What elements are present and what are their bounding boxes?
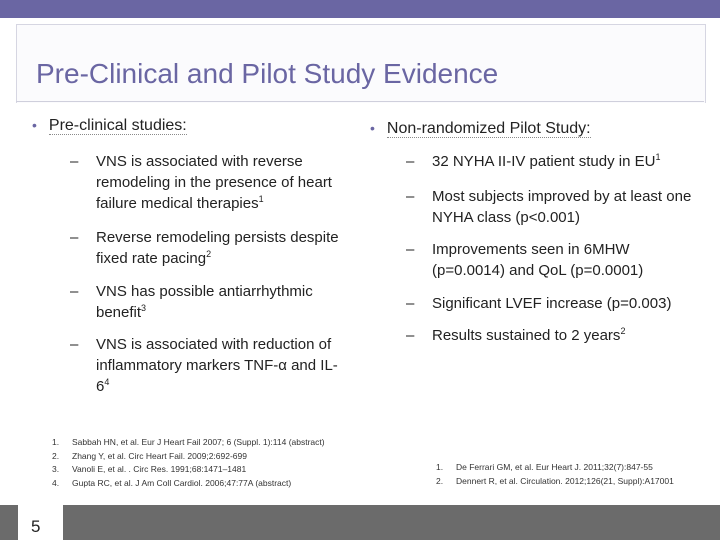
left-heading-text: Pre-clinical studies:	[48, 117, 187, 134]
right-heading-text: Non-randomized Pilot Study:	[386, 120, 591, 137]
left-item-text: Reverse remodeling persists despite fixed rate pacing	[96, 229, 339, 267]
title-divider	[16, 101, 704, 102]
right-heading	[370, 120, 591, 138]
right-item-2	[406, 186, 706, 228]
citation-marker: 1	[655, 152, 661, 162]
bullet-icon: •	[370, 120, 375, 136]
citation-marker: 2	[620, 326, 626, 336]
left-references	[52, 436, 325, 490]
left-item-1	[70, 151, 340, 214]
footer-band	[0, 505, 720, 540]
reference-item: 4. Gupta RC, et al. J Am Coll Cardiol. 2006;47:77A (abstract)	[52, 477, 292, 488]
left-item-text: VNS has possible antiarrhythmic benefit	[96, 283, 313, 321]
top-accent-band	[0, 0, 720, 18]
reference-item: 2. Zhang Y, et al. Circ Heart Fail. 2009;2:692-699	[52, 450, 247, 461]
right-item-4	[406, 293, 706, 314]
right-item-text: 32 NYHA II-IV patient study in EU	[432, 153, 656, 170]
citation-marker: 4	[104, 377, 110, 387]
citation-marker: 1	[258, 194, 264, 204]
reference-item: 1. Sabbah HN, et al. Eur J Heart Fail 2007; 6 (Suppl. 1):114 (abstract)	[52, 437, 325, 447]
citation-marker: 2	[206, 249, 212, 259]
citation-marker: 3	[141, 303, 147, 313]
right-item-3	[406, 239, 706, 281]
left-heading	[32, 117, 187, 135]
dash-icon: –	[70, 153, 79, 170]
right-item-text: Most subjects improved by at least one NYHA class (p<0.001)	[432, 188, 692, 226]
right-item-text: Significant LVEF increase (p=0.003)	[432, 295, 672, 312]
right-item-1	[406, 151, 706, 172]
right-item-5	[406, 325, 706, 346]
dash-icon: –	[406, 188, 415, 205]
reference-item: 1. De Ferrari GM, et al. Eur Heart J. 2011;32(7):847-55	[436, 462, 653, 472]
right-item-text: Results sustained to 2 years	[432, 327, 621, 344]
dash-icon: –	[70, 336, 79, 353]
page-number-box	[18, 505, 63, 540]
bullet-icon: •	[32, 117, 37, 133]
reference-item: 2. Dennert R, et al. Circulation. 2012;126(21, Suppl):A17001	[436, 475, 674, 486]
dash-icon: –	[406, 327, 415, 344]
slide-title: Pre-Clinical and Pilot Study Evidence	[36, 58, 499, 89]
left-item-text: VNS is associated with reverse remodeling in the presence of heart failure medical therapies	[96, 153, 332, 212]
page-number: 5	[31, 517, 41, 536]
dash-icon: –	[70, 229, 79, 246]
left-item-text: VNS is associated with reduction of inflammatory markers TNF-α and IL-6	[96, 336, 338, 395]
left-item-2	[70, 227, 340, 269]
dash-icon: –	[406, 241, 415, 258]
dash-icon: –	[70, 283, 79, 300]
right-references	[436, 461, 674, 488]
reference-item: 3. Vanoli E, et al. . Circ Res. 1991;68:1471–1481	[52, 464, 247, 474]
left-item-3	[70, 281, 340, 323]
left-item-4	[70, 334, 340, 397]
dash-icon: –	[406, 295, 415, 312]
right-item-text: Improvements seen in 6MHW (p=0.0014) and QoL (p=0.0001)	[432, 241, 644, 279]
dash-icon: –	[406, 153, 415, 170]
